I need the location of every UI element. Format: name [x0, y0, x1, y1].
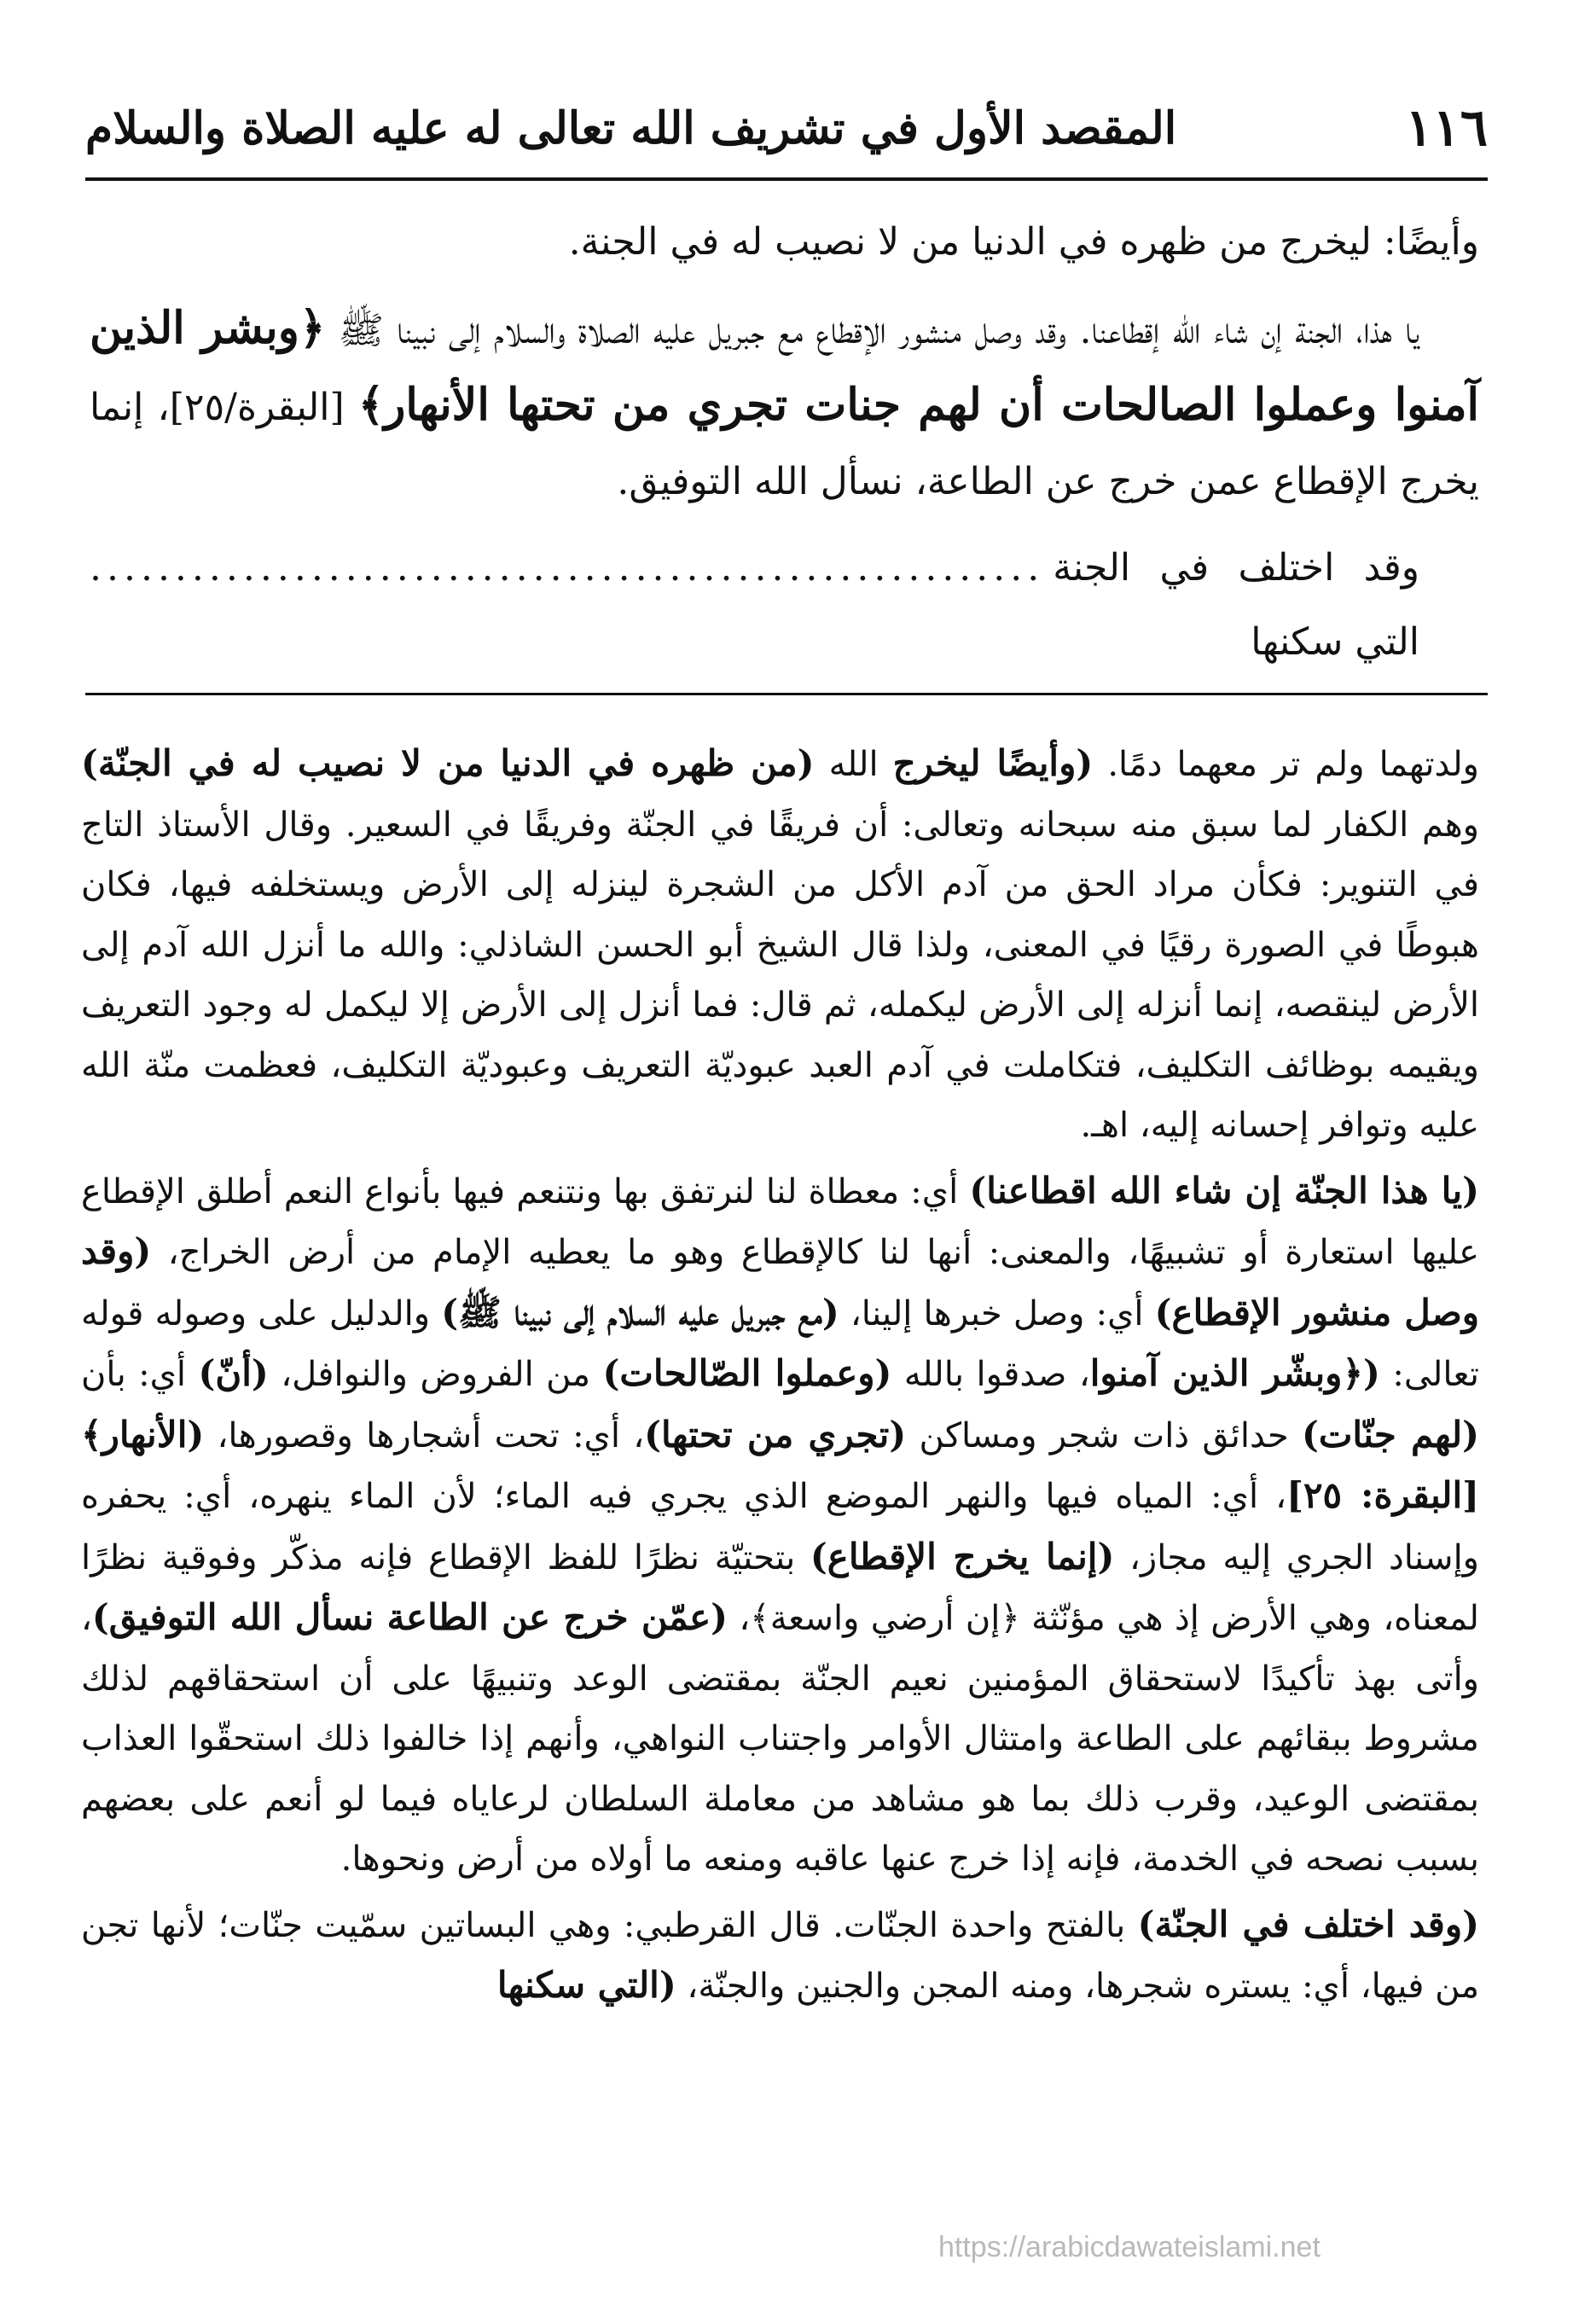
commentary-text: والدليل على وصوله قوله تعالى: [81, 1293, 1479, 1394]
commentary-lemma: (إنما يخرج الإقطاع) [810, 1535, 1115, 1577]
commentary-lemma: (من ظهره في الدنيا من لا نصيب له في الجنّة) [81, 742, 815, 784]
commentary-lemma: (أنّ) [198, 1352, 269, 1394]
commentary-paragraph-1 [81, 734, 1479, 1156]
quran-quote: ﴿وبشر الذين آمنوا وعملوا الصالحات أن لهم جنات تجري من تحتها الأنهار﴾ [90, 302, 1480, 431]
continuation-dots: ........................................................ [90, 546, 1045, 590]
commentary-lemma: (مع جبريل عليه السلام إلى نبينا ﷺ) [441, 1291, 839, 1333]
page-number: ١١٦ [1405, 98, 1488, 158]
commentary-text: وهم الكفار لما سبق منه سبحانه وتعالى: أن فريقًا في الجنّة وفريقًا في السعير. وقال الأستاذ التاج في التنوير: فكأن مراد الحق من آدم الأكل من الشجرة لينزله إلى الأرض ويستخلفه فيها، فكان هبوطًا في الصورة رقيًا في المعنى، ولذا قال الشيخ أبو الحسن الشاذلي: والله ما أنزل الله آدم إلى الأرض لينقصه، إنما أنزله إلى الأرض ليكمله، ثم قال: فما أنزل إلى الأرض إلا ليكمل له وجود التعريف ويقيمه بوظائف التكليف، فتكاملت في آدم العبد عبوديّة التعريف وعبوديّة التكليف، فعظمت منّة الله عليه وتوافر إحسانه إليه، اهـ. [81, 805, 1479, 1145]
main-paragraph-1: وأيضًا: ليخرج من ظهره في الدنيا من لا نصيب له في الجنة. [568, 220, 1479, 264]
commentary-text: أي: بأن [81, 1355, 199, 1394]
commentary-lemma: (تجري من تحتها) [644, 1413, 907, 1455]
commentary-text: أي: وصل خبرها إلينا، [839, 1293, 1155, 1333]
commentary-text: الله [814, 745, 893, 784]
commentary-lemma: (﴿وبشّر الذين آمنوا [1089, 1352, 1380, 1394]
commentary-lemma: (عمّن خرج عن الطاعة نسأل الله التوفيق) [91, 1596, 728, 1638]
commentary-lemma: (التي سكنها [496, 1964, 676, 2006]
main-text [90, 205, 1479, 679]
commentary-paragraph-3 [81, 1895, 1479, 2017]
commentary [81, 734, 1479, 2017]
commentary-text: بالفتح واحدة الجنّات. قال القرطبي: وهي البساتين سمّيت جنّات؛ لأنها تجن من فيها، أي: يستره شجرها، ومنه المجن والجنين والجنّة، [81, 1905, 1479, 2006]
text-separator-rule [85, 693, 1488, 695]
commentary-lemma: (وعملوا الصّالحات) [602, 1352, 892, 1394]
commentary-text: حدائق ذات شجر ومساكن [906, 1415, 1302, 1455]
header-rule [85, 177, 1488, 181]
commentary-text: من الفروض والنوافل، [268, 1355, 603, 1394]
commentary-lemma: (لهم جنّات) [1302, 1413, 1480, 1455]
commentary-lemma: (وقد وصل منشور الإقطاع) [81, 1230, 1480, 1333]
commentary-lemma: (وقد اختلف في الجنّة) [1137, 1903, 1479, 1945]
commentary-lemma: (الأنهار﴾ [البقرة: ٢٥] [81, 1413, 1479, 1516]
running-title: المقصد الأول في تشريف الله تعالى له عليه الصلاة والسلام [85, 102, 1177, 154]
main-paragraph-2-part-a: يا هذا، الجنة إن شاء الله إقطاعنا. وقد وصل منشور الإقطاع مع جبريل عليه الصلاة والسلام إلى نبينا ﷺ [325, 309, 1419, 352]
commentary-lemma: (يا هذا الجنّة إن شاء الله اقطاعنا) [969, 1169, 1480, 1211]
main-paragraph-3 [90, 531, 1479, 679]
commentary-text: بتحتيّة نظرًا للفظ الإقطاع فإنه مذكّر وفوقية نظرًا لمعناه، وهي الأرض إذ هي مؤنّثة ﴿إن أرضي واسعة﴾، [81, 1537, 1479, 1638]
commentary-text: ، أي: تحت أشجارها وقصورها، [204, 1415, 645, 1455]
main-paragraph-2-part-b: [البقرة/٢٥]، إنما يخرج الإقطاع عمن خرج عن الطاعة، نسأل الله التوفيق. [90, 386, 1479, 503]
commentary-text: ولدتهما ولم تر معهما دمًا. [1093, 745, 1479, 784]
commentary-lemma: (وأيضًا ليخرج [892, 742, 1094, 784]
main-paragraph-3-text: وقد اختلف في الجنة التي سكنها [1053, 546, 1419, 664]
watermark-url: https://arabicdawateislami.net [938, 2231, 1321, 2263]
commentary-text: ، صدقوا بالله [891, 1355, 1090, 1394]
page-header [85, 85, 1488, 171]
commentary-text: ، أي: المياه فيها والنهر الموضع الذي يجري فيه الماء؛ لأن الماء ينهره، أي: يحفره وإسناد الجري إليه مجاز، [81, 1477, 1479, 1577]
commentary-text: ، وأتى بهذ تأكيدًا لاستحقاق المؤمنين نعيم الجنّة بمقتضى الوعد وتنبيهًا على أن استحقاقهم لذلك مشروط ببقائهم على الطاعة وامتثال الأوامر واجتناب النواهي، وأنهم إذا خالفوا ذلك استحقّوا العذاب بمقتضى الوعيد، وقرب ذلك بما هو مشاهد من معاملة السلطان لرعاياه فيما لو أنعم على بعضهم بسبب نصحه في الخدمة، فإنه إذا خرج عنها عاقبه ومنعه ما أولاه من أرض ونحوها. [81, 1599, 1479, 1879]
commentary-paragraph-2 [81, 1161, 1479, 1890]
main-paragraph-2 [90, 291, 1479, 519]
commentary-text: أي: معطاة لنا لنرتفق بها ونتنعم فيها بأنواع النعم أطلق الإقطاع عليها استعارة أو تشبيهًا، والمعنى: أنها لنا كالإقطاع وهو ما يعطيه الإمام من أرض الخراج، [81, 1171, 1479, 1272]
